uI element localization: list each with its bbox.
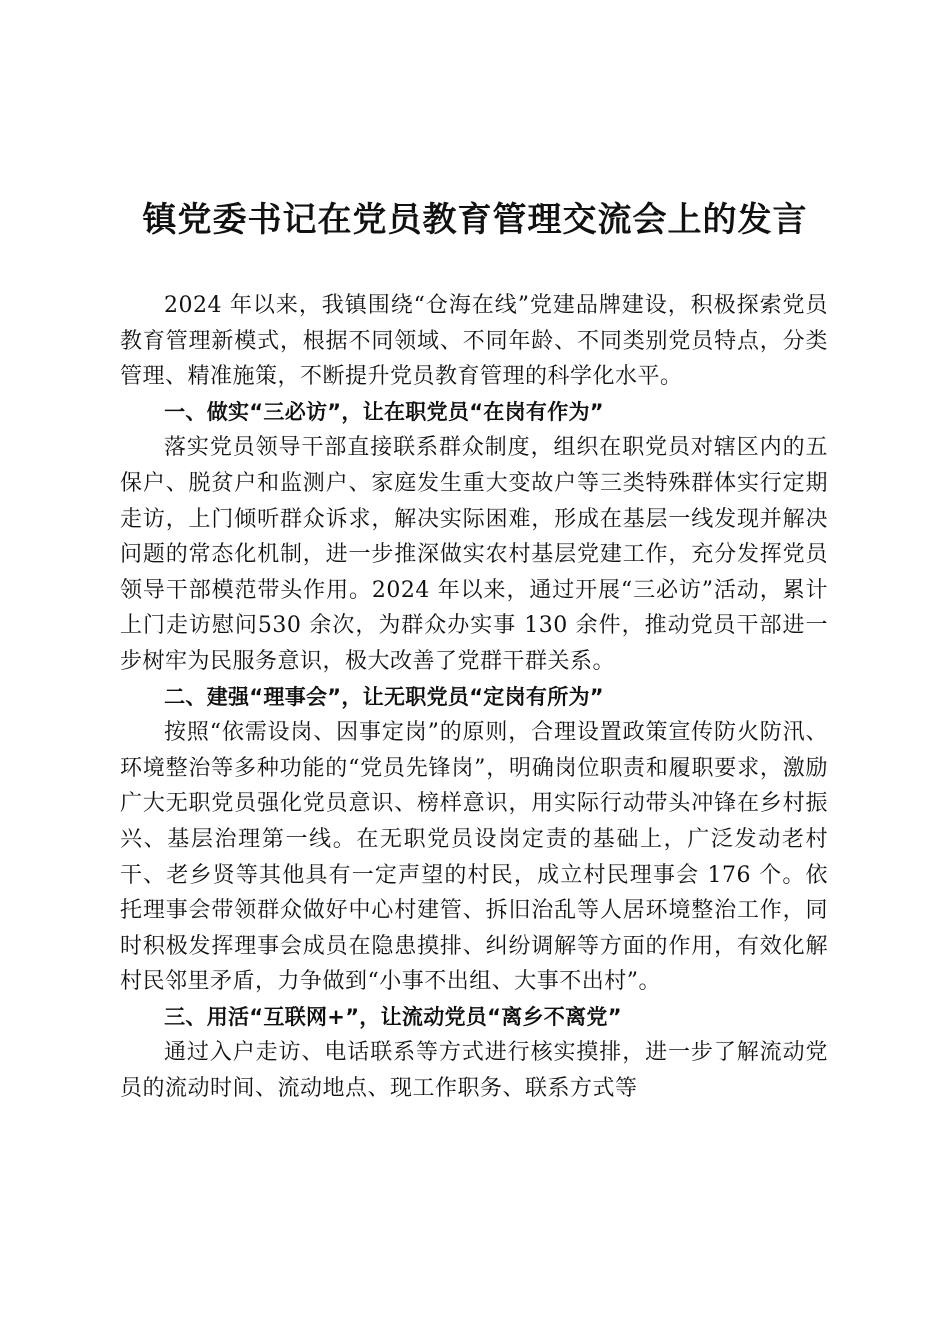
document-body xyxy=(120,288,828,1107)
section-body-1: 落实党员领导干部直接联系群众制度，组织在职党员对辖区内的五保户、脱贫户和监测户、家庭发生重大变故户等三类特殊群体实行定期走访，上门倾听群众诉求，解决实际困难，形成在基层一线发现并解决问题的常态化机制，进一步推深做实农村基层党建工作，充分发挥党员领导干部模范带头作用。2024 年以来，通过开展“三必访”活动，累计上门走访慰问530 余次，为群众办实事 130 余件，推动党员干部进一步树牢为民服务意识，极大改善了党群干群关系。 xyxy=(120,435,828,674)
section-body-2: 按照“依需设岗、因事定岗”的原则，合理设置政策宣传防火防汛、环境整治等多种功能的“党员先锋岗”，明确岗位职责和履职要求，激励广大无职党员强化党员意识、榜样意识，用实际行动带头冲锋在乡村振兴、基层治理第一线。在无职党员设岗定责的基础上，广泛发动老村干、老乡贤等其他具有一定声望的村民，成立村民理事会 176 个。依托理事会带领群众做好中心村建管、拆旧治乱等人居环境整治工作，同时积极发挥理事会成员在隐患摸排、纠纷调解等方面的作用，有效化解村民邻里矛盾，力争做到“小事不出组、大事不出村”。 xyxy=(120,720,828,995)
section-body-3: 通过入户走访、电话联系等方式进行核实摸排，进一步了解流动党员的流动时间、流动地点、现工作职务、联系方式等 xyxy=(120,1040,828,1102)
document-title: 镇党委书记在党员教育管理交流会上的发言 xyxy=(142,200,808,240)
section-heading-1: 一、做实“三必访”，让在职党员“在岗有作为” xyxy=(164,399,604,424)
intro-paragraph: 2024 年以来，我镇围绕“仓海在线”党建品牌建设，积极探索党员教育管理新模式，根据不同领域、不同年龄、不同类别党员特点，分类管理、精准施策，不断提升党员教育管理的科学化水平。 xyxy=(120,293,828,390)
section-heading-2: 二、建强“理事会”，让无职党员“定岗有所为” xyxy=(164,684,604,709)
section-heading-3: 三、用活“互联网+”，让流动党员“离乡不离党” xyxy=(164,1004,622,1029)
